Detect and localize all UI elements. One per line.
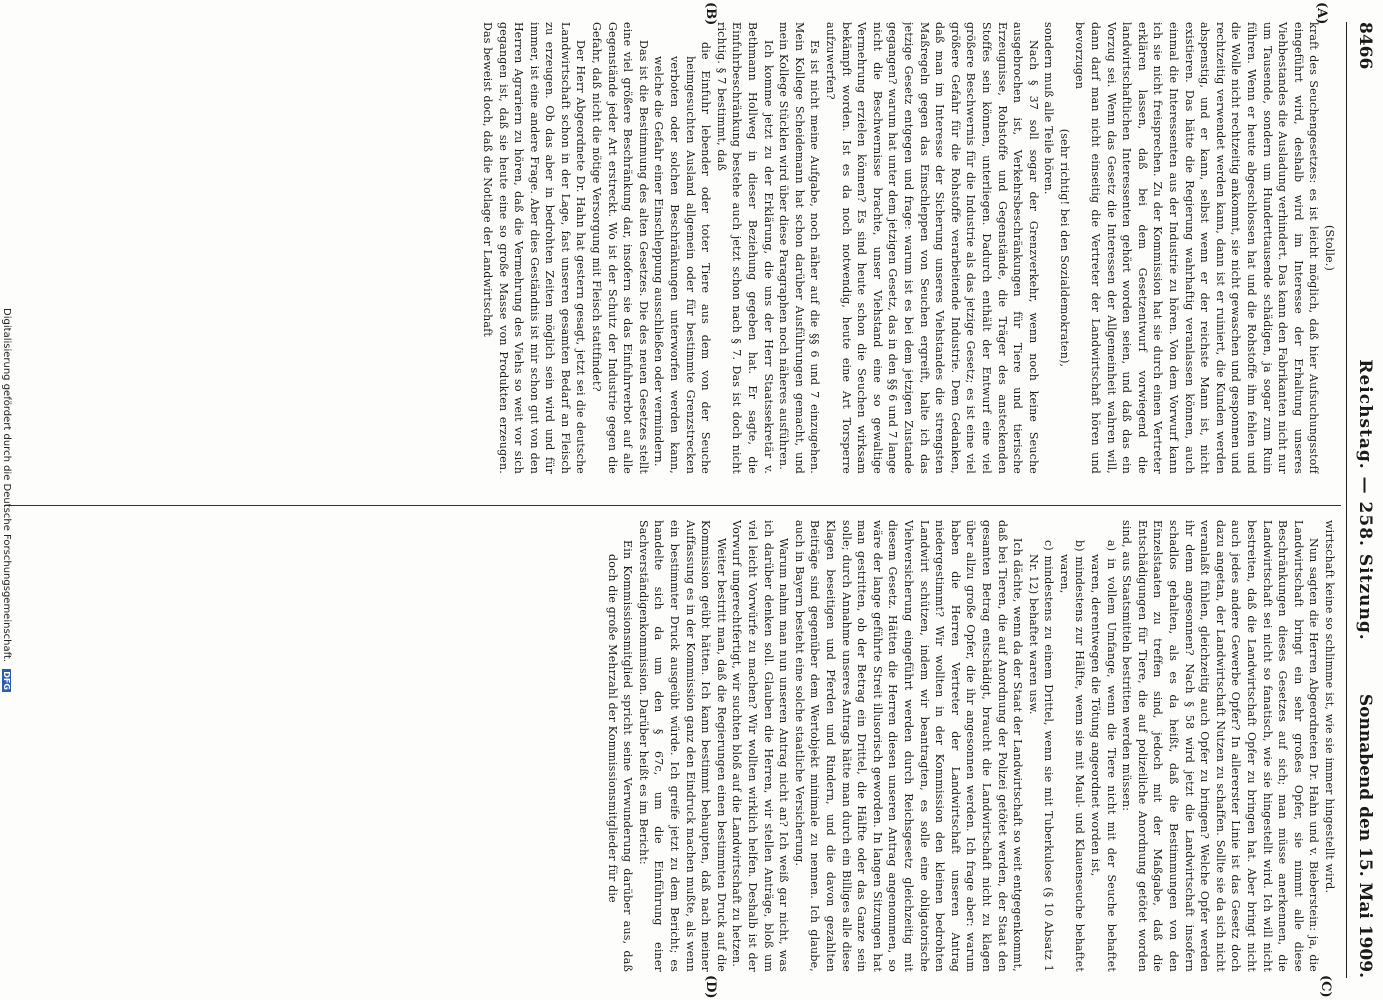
paragraph: Warum nahm man nun unseren Antrag nicht an? Ich weiß gar nicht, was ich darüber denken soll. Glauben die Herren, wir stellen Anträge, bloß um viel leicht Vorwürfe zu machen? Wir wollten wirklich helfen. Deshalb ist der Vorwurf ungerechtfertigt, wir suchten bloß auf die Landwirtschaft zu hetzen.: [730, 520, 791, 972]
left-column: [6, 22, 1337, 474]
right-column: [6, 520, 1337, 972]
page-title: Reichstag. — 258. Sitzung.: [1355, 359, 1375, 641]
paragraph: Nun sagten die Herren Abgeordneten Dr. Hahn und v. Bieberstein: ja, die Landwirtschaft bringt ein sehr großes Opfer, sie nimmt alle diese Beschränkungen dieses Gesetzes auf sich; man müsse anerkennen, die Landwirtschaft sei nicht so fanatisch, wie sie hingestellt wird. Ich will nicht bestreiten, daß die Landwirtschaft Opfer zu bringen hat. Aber bringt nicht auch jedes andere Gewerbe Opfer? In allererster Linie ist das Gesetz doch dazu angetan, der Landwirtschaft Nutzen zu schaffen. Sollte sie da sich nicht veranlaßt fühlen, gleichzeitig auch Opfer zu bringen? Welche Opfer werden ihr denn angesonnen? Nach § 58 wird jetzt die Landwirtschaft insofern schadlos gehalten, als es da heißt, daß die Bestimmungen von den Einzelstaaten zu treffen sind, jedoch mit der Maßgabe, daß die Entschädigungen für Tiere, die auf polizeiliche Anordnung getötet worden sind, aus Staatsmitteln bestritten werden müssen:: [1120, 520, 1321, 972]
interjection: (sehr richtig! bei den Sozialdemokraten),: [1057, 128, 1071, 368]
page-header: [1351, 22, 1375, 978]
paragraph: Ich dächte, wenn da der Staat der Landwirtschaft so weit entgegenkommt, daß bei Tieren, die auf Anordnung der Polizei getötet werden, der Staat den gesamten Betrag entschädigt, braucht die Landwirtschaft nicht zu klagen über allzu große Opfer, die ihr angesonnen werden. Ich frage aber: warum haben die Herren Vertreter der Landwirtschaft unseren Antrag niedergestimmt? Wir wollten in der Kommission den kleinen bedrohten Landwirt schützen, indem wir beantragten, es solle eine obligatorische Viehversicherung eingeführt werden durch Reichsgesetz gleichzeitig mit diesem Gesetz. Hätten die Herren diesen unseren Antrag angenommen, so wäre der lange geführte Streit illusorisch geworden. In langen Sitzungen hat man gestritten, ob der Betrag ein Drittel, die Hälfte oder das Ganze sein solle; durch Annahme unseres Antrags hätte man durch ein Billiges alle diese Klagen beseitigen und Pferden und Rindern, und die davon gezahlten Beiträge sind gegenüber dem Wertobjekt minimale zu nennen. Ich glaube, auch in Bayern besteht eine solche staatliche Versicherung.: [792, 520, 1025, 972]
list-item: a) in vollem Umfange, wenn die Tiere nicht mit der Seuche behaftet waren, derentwegen die Tötung angeordnet worden ist,: [1089, 540, 1118, 972]
speaker-name: (Stolle.): [1323, 224, 1336, 271]
paragraph: Das ist die Bestimmung des alten Gesetzes. Die des neuen Gesetzes stellt eine viel größere Beschränkung dar, insofern sie das Einfuhrverbot auf alle Gegenstände jeder Art erstreckt. Wo ist der Schutz der Industrie gegen die Gefahr, daß nicht die nötige Versorgung mit Fleisch stattfindet?: [590, 22, 650, 474]
digitization-footer: [0, 0, 12, 1000]
footer-text: Digitalisierung gefördert durch die Deutsche Forschungsgemeinschaft.: [1, 308, 12, 663]
dfg-logo: DFG: [2, 671, 12, 690]
paragraph: kraft des Seuchengesetzes: es ist leicht möglich, daß hier Aufsuchungsstoff eingeführt wird, deshalb wird im Interesse der Erhaltung unseres Viehbestandes die Ausladung verhindert. Das kann den Fabrikanten nicht nur um Tausende, sondern um Hunderttausende schädigen, ja sogar zum Ruin führen. Wenn er heute abgeschlossen hat und die Rohstoffe ihm fehlen und die Wolle nicht rechtzeitig ankommt, sie nicht gewaschen und gesponnen und rechtzeitig verwendet werden kann, dann ist er ruiniert, die Kunden werden abspenstig, und er kann, selbst wenn er der reichste Mann ist, nicht existieren. Das hätte die Regierung wahrhaftig veranlassen können, auch einmal die Interessenten aus der Industrie zu hören. Von dem Vorwurf kann ich sie nicht freisprechen. Zu der Kommission hat sie durch einen Vertreter erklären lassen, daß bei dem Gesetzentwurf vorwiegend die landwirtschaftlichen Interessenten gehört worden seien, und daß das ein Vorzug sei. Wenn das Gesetz die Interessen der Allgemeinheit wahren will, dann darf man nicht einseitig die Vertreter der Landwirtschaft hören und bevorzugen: [1073, 22, 1321, 474]
paragraph: Nach § 37 soll sogar der Grenzverkehr, wenn noch keine Seuche ausgebrochen ist, Verkehrsbeschränkungen für Tiere und tierische Erzeugnisse, Rohstoffe und Gegenstände, die Träger des ansteckenden Stoffes sein können, unterliegen. Dadurch enthält der Entwurf eine viel größere Beschwernis für die Industrie als das jetzige Gesetz; es ist eine viel größere Gefahr für die Rohstoffe verarbeitende Industrie. Dem Gedanken, daß man im Interesse der Sicherung unseres Viehstandes die strengsten Maßregeln gegen das Einschleppen von Seuchen ergreift, halte ich das jetzige Gesetz entgegen und frage: warum ist es bei dem jetzigen Zustande gegangen? warum hat unter dem jetzigen Gesetz, das in den §§ 6 und 7 lange nicht die Beschwernisse brachte, unser Viehstand eine so gewaltige Vermehrung erzielen können? Es sind heute schon die Seuchen wirksam bekämpft worden. Ist es da noch notwendig, heute eine Art Torsperre aufzuwerfen?: [824, 22, 1040, 474]
paragraph: Ich komme jetzt zu der Erklärung, die uns der Herr Staatssekretär v. Bethmann Hollweg in dieser Beziehung gegeben hat. Er sagte, die Einfuhrbeschränkung bestehe auch jetzt schon nach § 7. Das ist doch nicht richtig. § 7 bestimmt, daß: [714, 22, 775, 474]
margin-mark-d: (D): [703, 975, 718, 999]
paragraph: sondern muß alle Teile hören.: [1042, 22, 1056, 195]
paragraph: wirtschaft keine so schlimme ist, wie sie immer hingestellt wird.: [1323, 520, 1336, 894]
quoted-law-text: die Einfuhr lebender oder toter Tiere aus dem von der Seuche heimgesuchten Ausland allgemein oder für bestimmte Grenzstrecken verboten oder solchen Beschränkungen unterworfen werden kann, welche die Gefahr einer Einschleppung ausschließen oder vermindern.: [652, 42, 713, 474]
margin-mark-c: (C): [1318, 975, 1333, 998]
page-number: 8466: [1355, 22, 1375, 70]
header-rule: [1346, 22, 1347, 978]
paragraph: Der Herr Abgeordnete Dr. Hahn hat gestern gesagt, jetzt sei die deutsche Landwirtschaft schon in der Lage, fast unseren gesamten Bedarf an Fleisch zu erzeugen. Ob das aber in bedrohten Zeiten möglich sein wird und für immer, ist eine andere Frage. Aber dies Geständnis ist mir schon gut von den Herren Agrariern zu hören, daß die Vermehrung des Viehs so weit vor sich gegangen ist, daß sie heute eine so große Masse von Produkten erzeugen. Das beweist doch, daß die Notlage der Landwirtschaft: [480, 22, 588, 474]
paragraph: Weiter bestritt man, daß die Regierungen einen bestimmten Druck auf die Kommission geübt hätten. Ich kann bestimmt behaupten, daß nach meiner Auffassung es in der Kommission ganz den Eindruck machen mußte, als wenn ein bestimmter Druck ausgeübt würde. Ich greife jetzt zu dem Bericht; es handelte sich da um den § 67c, um die Einführung einer Sachverständigenkommission. Darüber heißt es im Bericht:: [636, 520, 728, 972]
margin-mark-a: (A): [1314, 2, 1329, 25]
column-divider: [4, 505, 1341, 506]
list-item: c) mindestens zu einem Drittel, wenn sie mit Tuberkulose (§ 10 Absatz 1 Nr. 12) behaftet waren usw.: [1026, 540, 1056, 972]
paragraph: Es ist nicht meine Aufgabe, noch näher auf die §§ 6 und 7 einzugehen. Mein Kollege Scheidemann hat schon darüber Ausführungen gemacht, und mein Kollege Stücklen wird über diese Paragraphen noch näheres ausführen.: [777, 22, 822, 474]
session-date: Sonnabend den 15. Mai 1909.: [1355, 693, 1375, 978]
margin-mark-b: (B): [703, 2, 718, 26]
list-item: b) mindestens zur Hälfte, wenn sie mit Maul- und Klauenseuche behaftet waren,: [1057, 540, 1087, 972]
quoted-report-text: Ein Kommissionsmitglied spricht seine Verwunderung darüber aus, daß doch die große Mehrzahl der Kommissionsmitglieder für die: [605, 540, 635, 972]
